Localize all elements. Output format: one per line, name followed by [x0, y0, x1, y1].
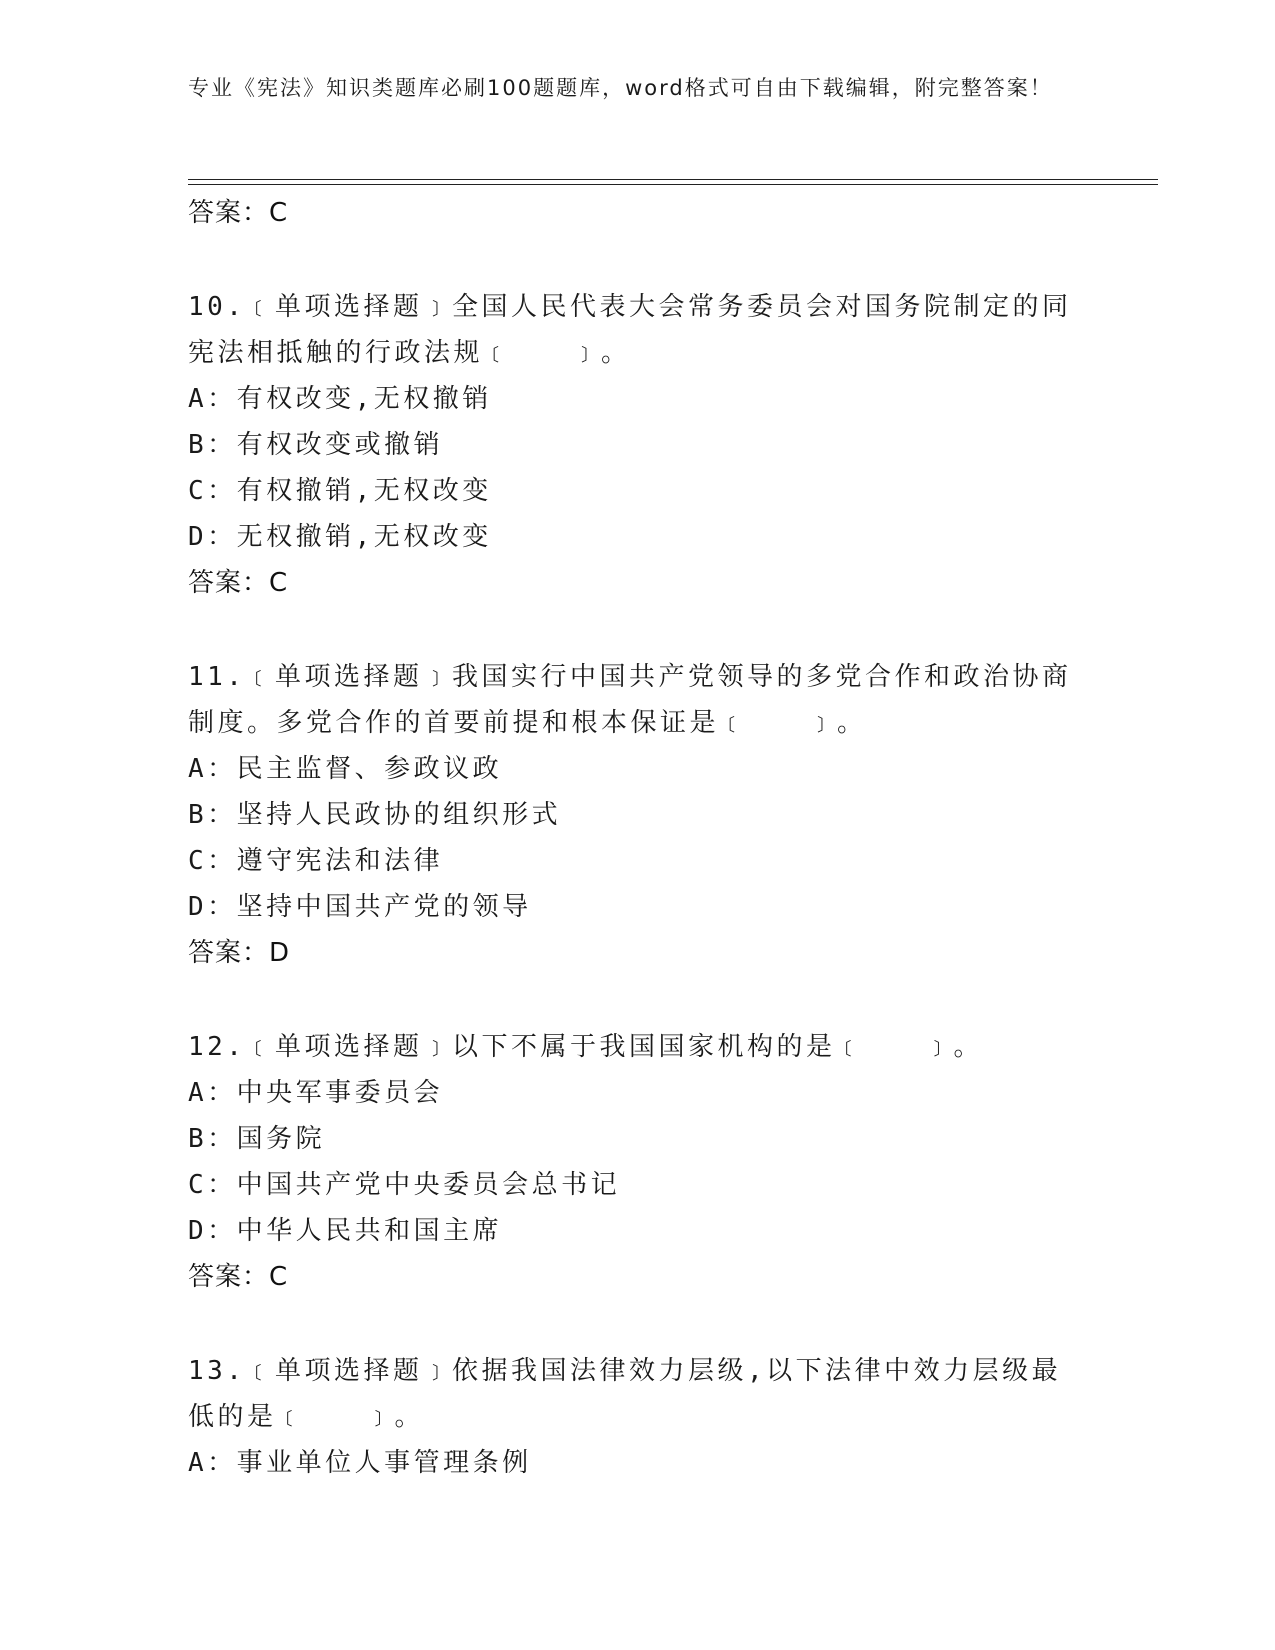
question-13 [188, 1348, 1088, 1486]
question-list [188, 190, 1088, 1486]
option-c: C：遵守宪法和法律 [188, 846, 444, 876]
previous-question-answer: 答案：C [188, 198, 289, 228]
question-answer: 答案：C [188, 568, 289, 598]
option-a: A：中央军事委员会 [188, 1078, 444, 1108]
question-answer: 答案：C [188, 1262, 289, 1292]
option-a: A：事业单位人事管理条例 [188, 1448, 532, 1478]
header-divider-top [188, 179, 1158, 180]
question-stem: 13.﹝单项选择题﹞依据我国法律效力层级,以下法律中效力层级最低的是﹝ ﹞。 [188, 1356, 1062, 1432]
question-10 [188, 284, 1088, 606]
option-a: A：民主监督、参政议政 [188, 754, 503, 784]
option-c: C：有权撤销,无权改变 [188, 476, 492, 506]
option-b: B：有权改变或撤销 [188, 430, 444, 460]
question-12 [188, 1024, 1088, 1300]
document-header-note: 专业《宪法》知识类题库必刷100题题库，word格式可自由下载编辑，附完整答案！ [188, 76, 1053, 100]
question-answer: 答案：D [188, 938, 291, 968]
option-c: C：中国共产党中央委员会总书记 [188, 1170, 621, 1200]
option-a: A：有权改变,无权撤销 [188, 384, 492, 414]
question-stem: 11.﹝单项选择题﹞我国实行中国共产党领导的多党合作和政治协商制度。多党合作的首要前提和根本保证是﹝ ﹞。 [188, 662, 1072, 738]
option-b: B：国务院 [188, 1124, 326, 1154]
option-d: D：无权撤销,无权改变 [188, 522, 492, 552]
question-11 [188, 654, 1088, 976]
header-divider-bottom [188, 184, 1158, 185]
option-d: D：坚持中国共产党的领导 [188, 892, 532, 922]
option-b: B：坚持人民政协的组织形式 [188, 800, 562, 830]
question-stem: 10.﹝单项选择题﹞全国人民代表大会常务委员会对国务院制定的同宪法相抵触的行政法规﹝ ﹞。 [188, 292, 1072, 368]
option-d: D：中华人民共和国主席 [188, 1216, 503, 1246]
question-stem: 12.﹝单项选择题﹞以下不属于我国国家机构的是﹝ ﹞。 [188, 1032, 983, 1062]
